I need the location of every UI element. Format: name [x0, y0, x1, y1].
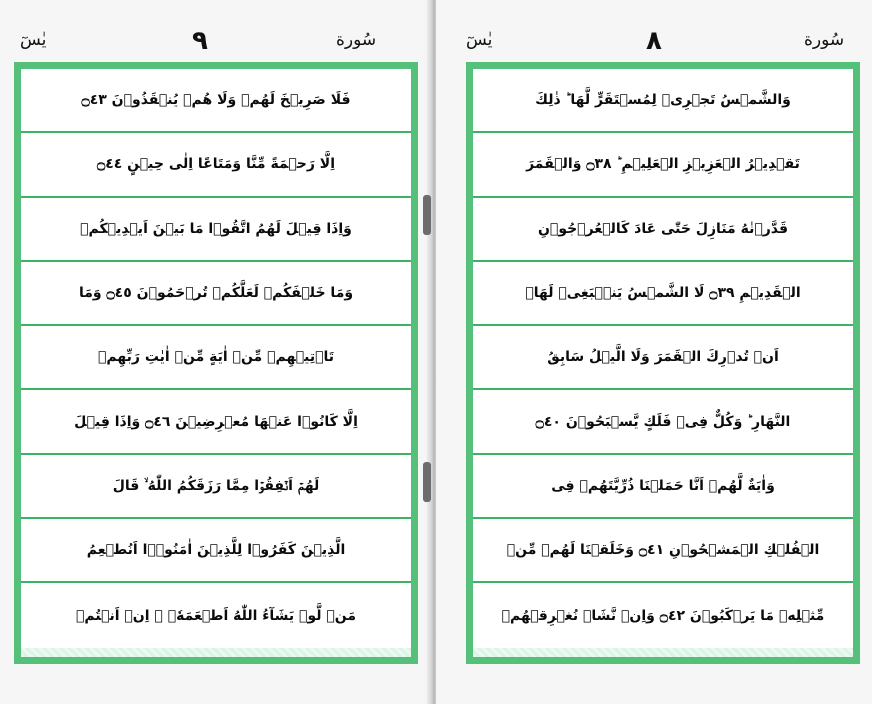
left-surah-label: سُورة	[336, 30, 377, 50]
verse-line: وَاٰيَةٌ لَّهُمۡ اَنَّا حَمَلۡنَا ذُرِّيَّتَهُمۡ فِى	[473, 455, 853, 519]
left-page-number: ٩	[192, 26, 208, 56]
staple	[423, 195, 431, 235]
left-verse-lines	[21, 69, 411, 657]
verse-line: مَنۡ لَّوۡ يَشَآءُ اللّٰهُ اَطۡعَمَهٗۤ ۖ اِنۡ اَنۡتُمۡ	[21, 583, 411, 647]
verse-line: وَالشَّمۡسُ تَجۡرِىۡ لِمُسۡتَقَرٍّ لَّهَا ؕ ذٰلِكَ	[473, 69, 853, 133]
verse-line: تَقۡدِيۡرُ الۡعَزِيۡزِ الۡعَلِيۡمِ ؕ ۝٣٨ وَالۡقَمَرَ	[473, 133, 853, 197]
verse-line: النَّهَارِ ؕ وَكُلٌّ فِىۡ فَلَكٍ يَّسۡبَحُوۡنَ ۝٤٠	[473, 390, 853, 454]
verse-line: تَاۡتِيۡهِمۡ مِّنۡ اٰيَةٍ مِّنۡ اٰيٰتِ رَبِّهِمۡ	[21, 326, 411, 390]
verse-line: وَاِذَا قِيۡلَ لَهُمُ اتَّقُوۡا مَا بَيۡنَ اَيۡدِيۡكُمۡ	[21, 198, 411, 262]
verse-line: مِّثۡلِهٖ مَا يَرۡكَبُوۡنَ ۝٤٢ وَاِنۡ نَّشَاۡ نُغۡرِقۡهُمۡ	[473, 583, 853, 647]
right-page-header	[436, 26, 872, 58]
verse-line: الَّذِيۡنَ كَفَرُوۡا لِلَّذِيۡنَ اٰمَنُوۡۤا اَنُطۡعِمُ	[21, 519, 411, 583]
verse-line: الۡفُلۡكِ الۡمَشۡحُوۡنِ ۝٤١ وَخَلَقۡنَا لَهُمۡ مِّنۡ	[473, 519, 853, 583]
right-surah-label: سُورة	[804, 30, 845, 50]
verse-line: قَدَّرۡنٰهُ مَنَازِلَ حَتّٰى عَادَ كَالۡعُرۡجُوۡنِ	[473, 198, 853, 262]
left-surah-name: يٰسٓ	[20, 30, 47, 50]
staple	[423, 462, 431, 502]
left-text-frame	[14, 62, 418, 664]
right-verse-lines	[473, 69, 853, 657]
verse-line: اِلَّا رَحۡمَةً مِّنَّا وَمَتَاعًا اِلٰى حِيۡنٍ ۝٤٤	[21, 133, 411, 197]
verse-line: لَهُمۡ اَنۡفِقُوۡا مِمَّا رَزَقَكُمُ اللّٰهُ ۙ قَالَ	[21, 455, 411, 519]
verse-line: اَنۡ تُدۡرِكَ الۡقَمَرَ وَلَا الَّيۡلُ سَابِقُ	[473, 326, 853, 390]
verse-line: فَلَا صَرِيۡخَ لَهُمۡ وَلَا هُمۡ يُنۡقَذُوۡنَ ۝٤٣	[21, 69, 411, 133]
verse-line: وَمَا خَلۡفَكُمۡ لَعَلَّكُمۡ تُرۡحَمُوۡنَ ۝٤٥ وَمَا	[21, 262, 411, 326]
right-surah-name: يٰسٓ	[466, 30, 493, 50]
right-text-frame	[466, 62, 860, 664]
right-page	[436, 0, 872, 704]
right-page-number: ٨	[646, 26, 662, 56]
left-page-header	[0, 26, 432, 58]
verse-line: الۡقَدِيۡمِ ۝٣٩ لَا الشَّمۡسُ يَنۡۢبَغِىۡ لَهَاۤ	[473, 262, 853, 326]
verse-line: اِلَّا كَانُوۡا عَنۡهَا مُعۡرِضِيۡنَ ۝٤٦ وَاِذَا قِيۡلَ	[21, 390, 411, 454]
left-page	[0, 0, 432, 704]
